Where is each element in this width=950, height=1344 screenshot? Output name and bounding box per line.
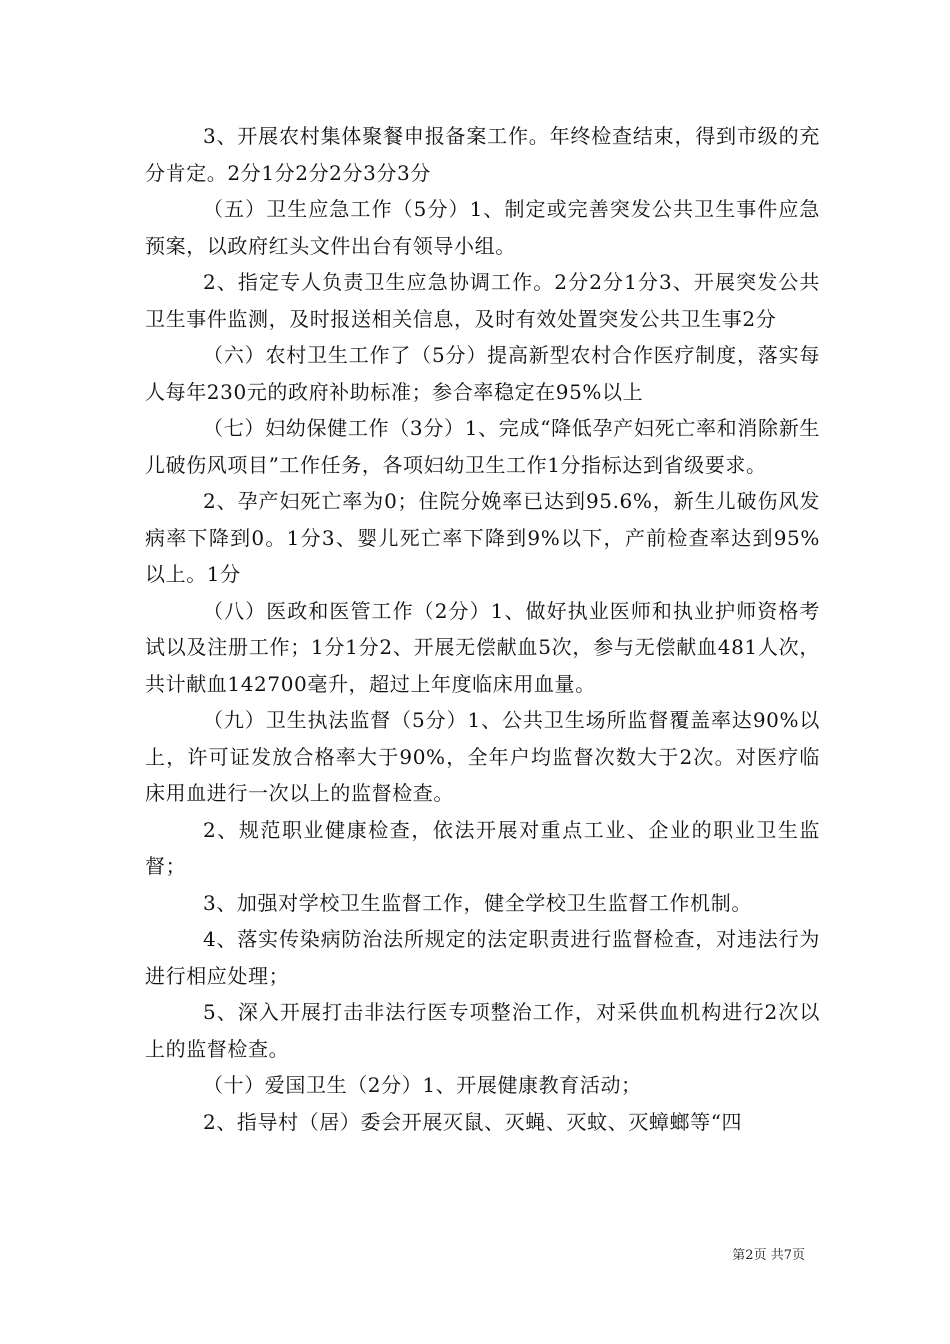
- paragraph-3: 2、指定专人负责卫生应急协调工作。2分2分1分3、开展突发公共卫生事件监测，及时报送相关信息，及时有效处置突发公共卫生事2分: [145, 270, 820, 331]
- paragraph-9: 2、规范职业健康检查，依法开展对重点工业、企业的职业卫生监督；: [145, 817, 820, 878]
- paragraph-7: （八）医政和医管工作（2分）1、做好执业医师和执业护师资格考试以及注册工作；1分1分2、开展无偿献血5次，参与无偿献血481人次，共计献血142700毫升，超过上年度临床用血量。: [145, 598, 820, 696]
- footer-prefix: 第: [732, 1248, 746, 1263]
- paragraph-2: （五）卫生应急工作（5分）1、制定或完善突发公共卫生事件应急预案，以政府红头文件出台有领导小组。: [145, 197, 820, 258]
- footer-middle: 页 共: [753, 1248, 784, 1263]
- footer-total-pages: 7: [783, 1248, 792, 1263]
- document-body: [145, 118, 820, 1140]
- paragraph-5: （七）妇幼保健工作（3分）1、完成“降低孕产妇死亡率和消除新生儿破伤风项目”工作任务，各项妇幼卫生工作1分指标达到省级要求。: [145, 416, 820, 477]
- paragraph-8: （九）卫生执法监督（5分）1、公共卫生场所监督覆盖率达90%以上，许可证发放合格率大于90%，全年户均监督次数大于2次。对医疗临床用血进行一次以上的监督检查。: [145, 708, 820, 805]
- paragraph-13: （十）爱国卫生（2分）1、开展健康教育活动；: [203, 1073, 642, 1097]
- paragraph-4: （六）农村卫生工作了（5分）提高新型农村合作医疗制度，落实每人每年230元的政府补助标准；参合率稳定在95%以上: [145, 343, 820, 404]
- paragraph-12: 5、深入开展打击非法行医专项整治工作，对采供血机构进行2次以上的监督检查。: [145, 1000, 820, 1061]
- footer-suffix: 页: [791, 1248, 805, 1263]
- page-footer: [0, 1244, 805, 1263]
- footer-page-number: 2: [745, 1248, 754, 1263]
- paragraph-1: 3、开展农村集体聚餐申报备案工作。年终检查结束，得到市级的充分肯定。2分1分2分2分3分3分: [145, 124, 820, 185]
- paragraph-14: 2、指导村（居）委会开展灭鼠、灭蝇、灭蚊、灭蟑螂等“四: [203, 1109, 743, 1134]
- paragraph-10: 3、加强对学校卫生监督工作，健全学校卫生监督工作机制。: [203, 890, 752, 915]
- paragraph-6: 2、孕产妇死亡率为0；住院分娩率已达到95.6%，新生儿破伤风发病率下降到0。1分3、婴儿死亡率下降到9%以下，产前检查率达到95%以上。1分: [145, 489, 820, 586]
- paragraph-11: 4、落实传染病防治法所规定的法定职责进行监督检查，对违法行为进行相应处理；: [145, 927, 820, 988]
